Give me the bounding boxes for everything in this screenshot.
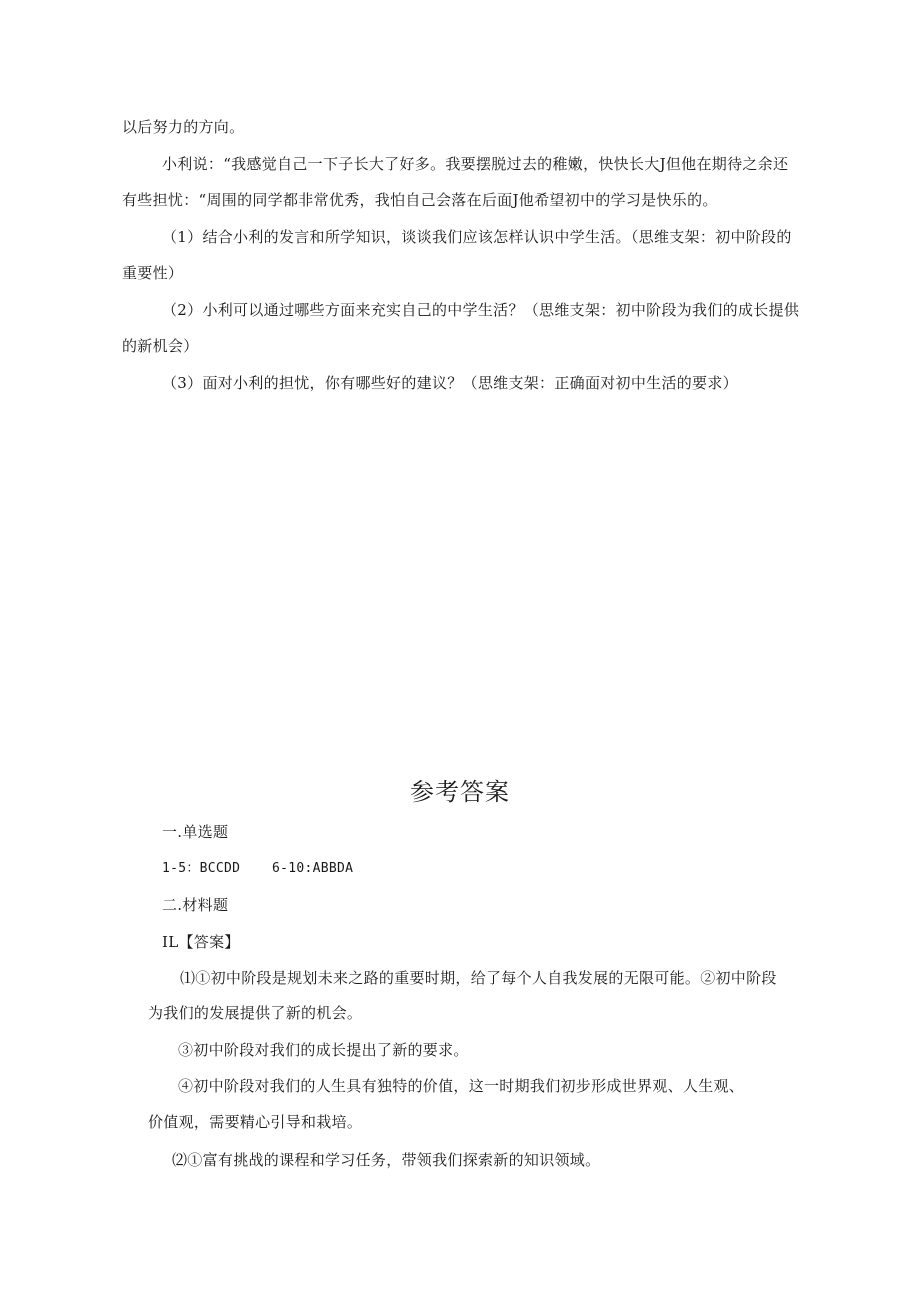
question-line-1: 以后努力的方向。	[122, 118, 245, 136]
answer-line-3: ③初中阶段对我们的成长提出了新的要求。	[178, 1041, 469, 1059]
question-line-8: （3）面对小利的担忧，你有哪些好的建议？（思维支架：正确面对初中生活的要求）	[162, 374, 738, 392]
question-line-2: 小利说：“我感觉自己一下子长大了好多。我要摆脱过去的稚嫩，快快长大J但他在期待之余还	[162, 155, 789, 173]
answer-line-4: ④初中阶段对我们的人生具有独特的价值，这一时期我们初步形成世界观、人生观、	[178, 1077, 745, 1095]
answers-6-10: 6-10:ABBDA	[272, 861, 354, 876]
answer-line-6: ⑵①富有挑战的课程和学习任务，带领我们探索新的知识领域。	[172, 1151, 601, 1169]
question-line-6: （2）小利可以通过哪些方面来充实自己的中学生活？（思维支架：初中阶段为我们的成长提供	[162, 301, 800, 319]
answer-line-2: 为我们的发展提供了新的机会。	[148, 1004, 363, 1022]
heading-single-choice: 一.单选题	[162, 823, 229, 841]
heading-material: 二.材料题	[162, 896, 229, 914]
answer-line-1: ⑴①初中阶段是规划未来之路的重要时期，给了每个人自我发展的无限可能。②初中阶段	[180, 969, 777, 987]
question-line-7: 的新机会）	[122, 337, 199, 355]
answer-line-5: 价值观，需要精心引导和栽培。	[148, 1113, 363, 1131]
question-line-3: 有些担忧：“周围的同学都非常优秀，我怕自己会落在后面J他希望初中的学习是快乐的。	[122, 191, 718, 209]
answer-label: IL【答案】	[162, 933, 240, 951]
question-line-4: （1）结合小利的发言和所学知识，谈谈我们应该怎样认识中学生活。（思维支架：初中阶段的	[162, 228, 792, 246]
question-line-5: 重要性）	[122, 264, 184, 282]
answers-1-5: 1-5：BCCDD	[162, 861, 241, 876]
answer-title: 参考答案	[410, 778, 510, 806]
